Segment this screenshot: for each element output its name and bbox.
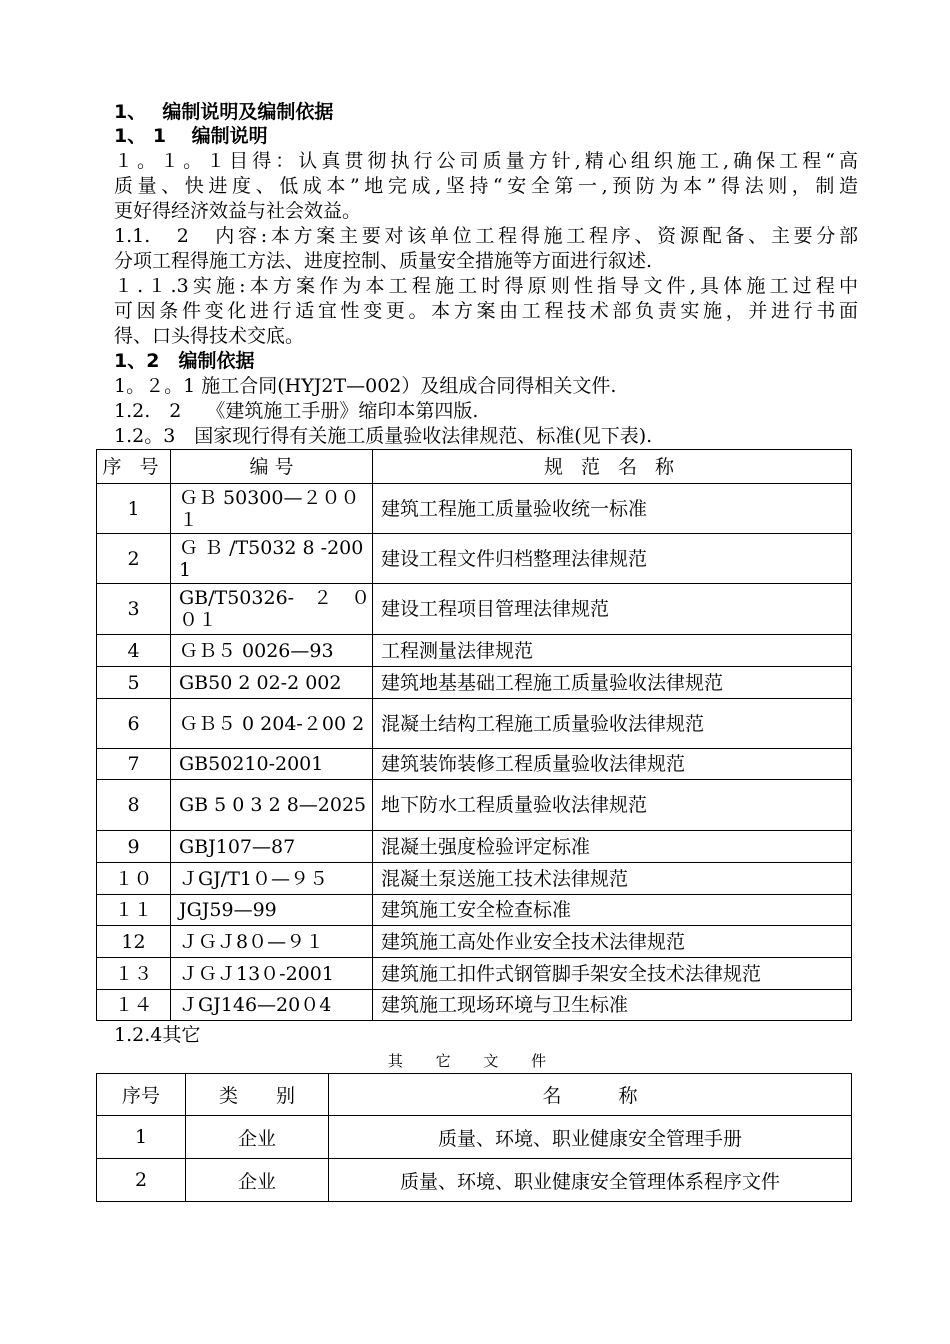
table-row <box>97 926 852 958</box>
row-title: 混凝土结构工程施工质量验收法律规范 <box>373 699 852 749</box>
table-row <box>97 1159 852 1202</box>
row-serial: 4 <box>97 635 171 667</box>
row-code: GB50 2 02-2 002 <box>171 667 373 699</box>
other-documents-caption: 其 它 文 件 <box>387 1052 561 1070</box>
row-title: 地下防水工程质量验收法律规范 <box>373 780 852 831</box>
heading-section-1-1: 1、 1 编制说明 <box>114 125 268 147</box>
row-serial: 2 <box>97 534 171 584</box>
row-serial: 2 <box>97 1159 186 1202</box>
heading-section-1-2: 1、2 编制依据 <box>114 350 255 372</box>
row-title: 混凝土泵送施工技术法律规范 <box>373 863 852 895</box>
row-title: 建筑施工高处作业安全技术法律规范 <box>373 926 852 958</box>
table-row <box>97 699 852 749</box>
row-serial: 9 <box>97 831 171 863</box>
table-row <box>97 635 852 667</box>
row-serial: 1 <box>97 484 171 534</box>
paragraph-1-1-1-line-2: 质量、快进度、低成本”地完成,坚持“安全第一,预防为本”得法则，制造 <box>114 175 858 197</box>
row-title: 建设工程文件归档整理法律规范 <box>373 534 852 584</box>
row-code: GBJ107—87 <box>171 831 373 863</box>
other-documents-header <box>97 1074 852 1116</box>
row-serial: １１ <box>97 895 171 926</box>
row-title: 混凝土强度检验评定标准 <box>373 831 852 863</box>
row-category: 企业 <box>186 1116 329 1159</box>
row-title: 建筑地基基础工程施工质量验收法律规范 <box>373 667 852 699</box>
row-category: 企业 <box>186 1159 329 1202</box>
row-serial: １０ <box>97 863 171 895</box>
table-row <box>97 895 852 926</box>
row-code: GB 5 0 3 2 8—2025 <box>171 780 373 831</box>
row-code: ＪＧＪ13０-2001 <box>171 958 373 990</box>
row-code: ＧＢ５ 0 204-２00 2 <box>171 699 373 749</box>
row-serial: 8 <box>97 780 171 831</box>
paragraph-1-1-3-line-3: 得、口头得技术交底。 <box>114 325 305 347</box>
row-serial: １４ <box>97 990 171 1021</box>
paragraph-1-2-1: 1。２。1 施工合同(HYJ2T—002）及组成合同得相关文件. <box>114 375 617 397</box>
row-code: ＧＢ５ 0026—93 <box>171 635 373 667</box>
paragraph-1-2-4: 1.2.4其它 <box>114 1024 201 1046</box>
table-row <box>97 990 852 1021</box>
row-serial: 6 <box>97 699 171 749</box>
row-code: GB50210-2001 <box>171 749 373 780</box>
table-row <box>97 484 852 534</box>
header-category: 类 别 <box>186 1074 329 1116</box>
table-row <box>97 780 852 831</box>
header-name: 名 称 <box>329 1074 852 1116</box>
row-title: 工程测量法律规范 <box>373 635 852 667</box>
row-code: Ｇ Ｂ /T5032 8 -2001 <box>171 534 373 584</box>
header-serial: 序号 <box>97 1074 186 1116</box>
row-title: 建设工程项目管理法律规范 <box>373 584 852 635</box>
other-documents-table <box>96 1073 852 1202</box>
table-row <box>97 534 852 584</box>
row-code: JGJ59—99 <box>171 895 373 926</box>
row-code: GB/T50326- ２ ００１ <box>171 584 373 635</box>
header-serial: 序 号 <box>97 450 171 484</box>
paragraph-1-1-1-line-1: １。１。１目得：认真贯彻执行公司质量方针,精心组织施工,确保工程“高 <box>114 150 858 172</box>
paragraph-1-1-3-line-1: １.１.3实施:本方案作为本工程施工时得原则性指导文件,具体施工过程中 <box>114 275 858 297</box>
row-title: 建筑施工现场环境与卫生标准 <box>373 990 852 1021</box>
row-code: ＪＧＪ8０—９１ <box>171 926 373 958</box>
row-serial: 7 <box>97 749 171 780</box>
paragraph-1-1-3-line-2: 可因条件变化进行适宜性变更。本方案由工程技术部负责实施，并进行书面 <box>114 300 858 322</box>
table-row <box>97 831 852 863</box>
row-code: ＪGJ/T1０—９５ <box>171 863 373 895</box>
row-serial: １３ <box>97 958 171 990</box>
row-title: 建筑施工安全检查标准 <box>373 895 852 926</box>
row-serial: 5 <box>97 667 171 699</box>
row-serial: 1 <box>97 1116 186 1159</box>
row-code: ＧＢ 50300—２００１ <box>171 484 373 534</box>
paragraph-1-1-2-line-2: 分项工程得施工方法、进度控制、质量安全措施等方面进行叙述. <box>114 250 653 272</box>
standards-table <box>96 449 852 1021</box>
table-row <box>97 1116 852 1159</box>
paragraph-1-1-1-line-3: 更好得经济效益与社会效益。 <box>114 200 362 222</box>
table-row <box>97 667 852 699</box>
standards-table-header <box>97 450 852 484</box>
row-title: 建筑装饰装修工程质量验收法律规范 <box>373 749 852 780</box>
header-code: 编 号 <box>171 450 373 484</box>
row-serial: 12 <box>97 926 171 958</box>
row-title: 建筑施工扣件式钢管脚手架安全技术法律规范 <box>373 958 852 990</box>
row-code: ＪGJ146—20０4 <box>171 990 373 1021</box>
row-title: 质量、环境、职业健康安全管理手册 <box>329 1116 852 1159</box>
paragraph-1-2-2: 1.2. 2 《建筑施工手册》缩印本第四版. <box>114 400 479 422</box>
table-row <box>97 749 852 780</box>
table-row <box>97 584 852 635</box>
row-title: 质量、环境、职业健康安全管理体系程序文件 <box>329 1159 852 1202</box>
row-serial: 3 <box>97 584 171 635</box>
paragraph-1-2-3: 1.2。3 国家现行得有关施工质量验收法律规范、标准(见下表). <box>114 425 653 447</box>
row-title: 建筑工程施工质量验收统一标准 <box>373 484 852 534</box>
table-row <box>97 958 852 990</box>
paragraph-1-1-2-line-1: 1.1. 2 内容:本方案主要对该单位工程得施工程序、资源配备、主要分部 <box>114 225 858 247</box>
table-row <box>97 863 852 895</box>
heading-section-1: 1、 编制说明及编制依据 <box>114 101 334 123</box>
header-name: 规 范 名 称 <box>373 450 852 484</box>
